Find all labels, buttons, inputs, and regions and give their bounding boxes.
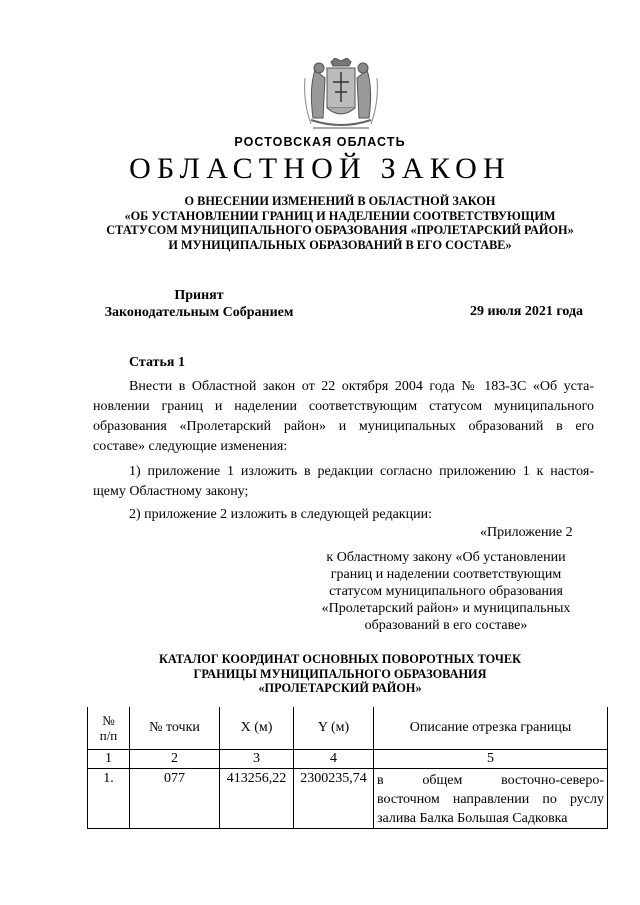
subject-line: О ВНЕСЕНИИ ИЗМЕНЕНИЙ В ОБЛАСТНОЙ ЗАКОН bbox=[184, 194, 496, 208]
region-name: РОСТОВСКАЯ ОБЛАСТЬ bbox=[234, 135, 406, 149]
document-type-title: ОБЛАСТНОЙ ЗАКОН bbox=[129, 152, 511, 185]
column-number: 2 bbox=[130, 750, 220, 769]
desc-line: залива Балка Большая Садковка bbox=[377, 811, 568, 826]
header-cell-number bbox=[88, 707, 130, 750]
coordinates-table bbox=[87, 707, 608, 829]
column-number-row bbox=[88, 750, 608, 769]
header-cell-point: № точки bbox=[130, 707, 220, 750]
adoption-body: Законодательным Собранием bbox=[104, 304, 294, 320]
rostov-oblast-coat-of-arms-icon bbox=[301, 58, 381, 130]
note-line: к Областному закону «Об установлении bbox=[326, 550, 566, 565]
cell-y: 2300235,74 bbox=[294, 769, 374, 829]
cell-description bbox=[374, 769, 608, 829]
appendix-note bbox=[306, 549, 586, 634]
law-subject bbox=[60, 194, 620, 252]
article-intro bbox=[93, 377, 594, 457]
article-item-2: 2) приложение 2 изложить в следующей редакции: bbox=[129, 507, 432, 522]
text-line: новлении границ и наделении соответствующим статусом муниципального bbox=[93, 399, 594, 414]
header-num-line: № bbox=[102, 713, 115, 728]
desc-line: в общем восточно-северо- bbox=[377, 773, 604, 788]
catalog-title-line: КАТАЛОГ КООРДИНАТ ОСНОВНЫХ ПОВОРОТНЫХ ТОЧЕК bbox=[158, 652, 522, 666]
note-line: образований в его составе» bbox=[364, 618, 528, 633]
text-line: 1) приложение 1 изложить в редакции согласно приложению 1 к настоя- bbox=[129, 464, 594, 479]
text-line: образования «Пролетарский район» и муниципальных образований в его bbox=[93, 419, 594, 434]
appendix-label: «Приложение 2 bbox=[480, 525, 573, 540]
text-line: Внести в Областной закон от 22 октября 2004 года № 183-ЗС «Об уста- bbox=[129, 379, 594, 394]
article-heading: Статья 1 bbox=[129, 355, 185, 370]
catalog-title-line: «ПРОЛЕТАРСКИЙ РАЙОН» bbox=[258, 681, 422, 695]
table-header-row bbox=[88, 707, 608, 750]
header-cell-description: Описание отрезка границы bbox=[374, 707, 608, 750]
cell-number: 1. bbox=[88, 769, 130, 829]
text-line: щему Областному закону; bbox=[93, 484, 249, 499]
text-line: составе» следующие изменения: bbox=[93, 439, 288, 454]
header-cell-x: X (м) bbox=[220, 707, 294, 750]
note-line: границ и наделении соответствующим bbox=[330, 567, 562, 582]
adoption-block bbox=[94, 288, 304, 321]
column-number: 5 bbox=[374, 750, 608, 769]
column-number: 1 bbox=[88, 750, 130, 769]
catalog-title bbox=[60, 652, 620, 696]
header-cell-y: Y (м) bbox=[294, 707, 374, 750]
column-number: 4 bbox=[294, 750, 374, 769]
header-num-line: п/п bbox=[99, 728, 118, 743]
table-row bbox=[88, 769, 608, 829]
adoption-line: Принят bbox=[174, 288, 224, 303]
cell-x: 413256,22 bbox=[220, 769, 294, 829]
note-line: «Пролетарский район» и муниципальных bbox=[321, 601, 571, 616]
note-line: статусом муниципального образования bbox=[329, 584, 563, 599]
adoption-date: 29 июля 2021 года bbox=[470, 304, 584, 319]
subject-line: И МУНИЦИПАЛЬНЫХ ОБРАЗОВАНИЙ В ЕГО СОСТАВЕ» bbox=[168, 237, 512, 252]
subject-line: «ОБ УСТАНОВЛЕНИИ ГРАНИЦ И НАДЕЛЕНИИ СООТВЕТСТВУЮЩИМ bbox=[124, 208, 556, 223]
subject-line: СТАТУСОМ МУНИЦИПАЛЬНОГО ОБРАЗОВАНИЯ «ПРОЛЕТАРСКИЙ РАЙОН» bbox=[106, 223, 574, 237]
column-number: 3 bbox=[220, 750, 294, 769]
cell-point: 077 bbox=[130, 769, 220, 829]
article-item-1 bbox=[93, 462, 594, 502]
desc-line: восточном направлении по руслу bbox=[377, 792, 604, 807]
catalog-title-line: ГРАНИЦЫ МУНИЦИПАЛЬНОГО ОБРАЗОВАНИЯ bbox=[193, 666, 487, 681]
